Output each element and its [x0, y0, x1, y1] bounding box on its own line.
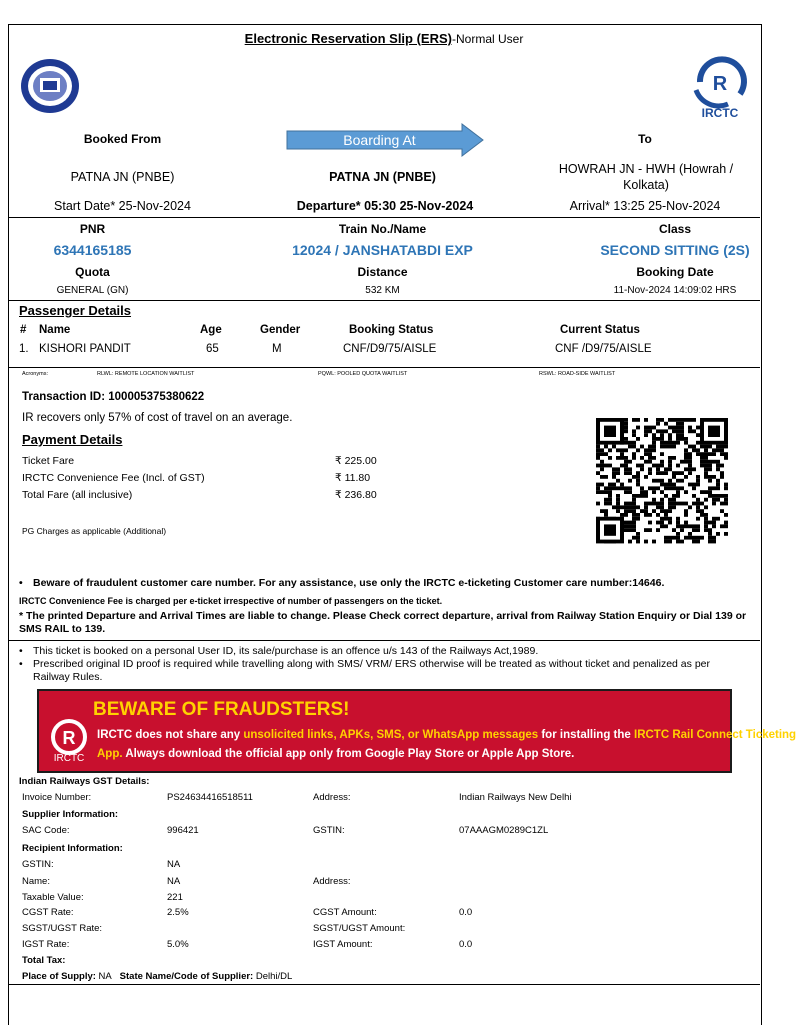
irctc-logo-icon: R IRCTC [688, 52, 752, 120]
distance-label: Distance [357, 265, 408, 279]
to-station: HOWRAH JN - HWH (Howrah / Kolkata) [558, 162, 734, 192]
booked-from-label: Booked From [83, 132, 162, 146]
page-title: Electronic Reservation Slip (ERS)-Normal User [244, 31, 524, 46]
pg-charges-note: PG Charges as applicable (Additional) [22, 526, 167, 536]
irctc-banner-logo-icon: R IRCTC [47, 717, 91, 767]
timing-notice: * The printed Departure and Arrival Times are liable to change. Please Check correct departure, arrival from Railway Station Enquiry or Dial 139 or SMS RAIL to 139. [19, 610, 747, 635]
svg-text:R: R [712, 73, 728, 95]
distance-value: 532 KM [365, 285, 400, 296]
id-proof-notice: • Prescribed original ID proof is required while travelling along with SMS/ VRM/ ERS otherwise will be treated as without ticket and penalized as per Railway Rules. [33, 658, 743, 684]
booking-date-value: 11-Nov-2024 14:09:02 HRS [613, 285, 737, 296]
svg-text:R: R [62, 728, 76, 748]
class-value: SECOND SITTING (2S) [600, 242, 750, 258]
booking-date-label: Booking Date [636, 265, 714, 279]
banner-title: BEWARE OF FRAUDSTERS! [93, 699, 350, 720]
quota-value: GENERAL (GN) [56, 285, 129, 296]
transaction-id: Transaction ID: 100005375380622 [22, 391, 205, 403]
gst-details: Indian Railways GST Details: Invoice Number: PS24634416518511 Address: Indian Railways New Delhi Supplier Information: SAC Code: 996421 GSTIN: 07AAAGM0289C1ZL Recipient Information: GSTIN: NA Name: NA Address: Taxable Value: 221 CGST Rate: 2.5% CGST Amount: 0.0 SGST/UGST Rate: SGST/UGST Amount: IGST Rate: 5.0% IGST Amount: 0.0 Total Tax: Place of Supply: NA State Name/Code of Supplier: Delhi/DL [19, 776, 572, 982]
quota-label: Quota [75, 265, 110, 279]
to-label: To [638, 132, 652, 146]
pnr-value: 6344165185 [53, 242, 132, 258]
start-date: Start Date* 25-Nov-2024 [54, 199, 191, 213]
divider [8, 984, 760, 985]
customer-care-notice: • Beware of fraudulent customer care number. For any assistance, use only the IRCTC e-ticketing Customer care number:14646. [33, 577, 753, 589]
arrival-time: Arrival* 13:25 25-Nov-2024 [569, 199, 721, 213]
personal-id-notice: • This ticket is booked on a personal User ID, its sale/purchase is an offence u/s 143 of the Railways Act,1989. [33, 645, 748, 658]
train-value: 12024 / JANSHATABDI EXP [292, 242, 473, 258]
pnr-label: PNR [79, 222, 106, 236]
train-label: Train No./Name [338, 222, 427, 236]
class-label: Class [658, 222, 692, 236]
boarding-station: PATNA JN (PNBE) [329, 170, 436, 184]
passenger-details-title: Passenger Details [19, 303, 132, 318]
banner-line-2: App. Always download the official app only from Google Play Store or Apple App Store. [97, 748, 575, 760]
banner-line-1: IRCTC does not share any unsolicited links, APKs, SMS, or WhatsApp messages for installing the IRCTC Rail Connect Ticketing [97, 729, 796, 741]
departure-time: Departure* 05:30 25-Nov-2024 [296, 199, 474, 213]
payment-details-title: Payment Details [22, 432, 123, 447]
from-station: PATNA JN (PNBE) [70, 170, 175, 184]
cost-recovery-note: IR recovers only 57% of cost of travel on an average. [22, 412, 293, 424]
convenience-fee-notice: IRCTC Convenience Fee is charged per e-ticket irrespective of number of passengers on the ticket. [19, 596, 443, 606]
boarding-arrow: Boarding At [287, 124, 483, 156]
